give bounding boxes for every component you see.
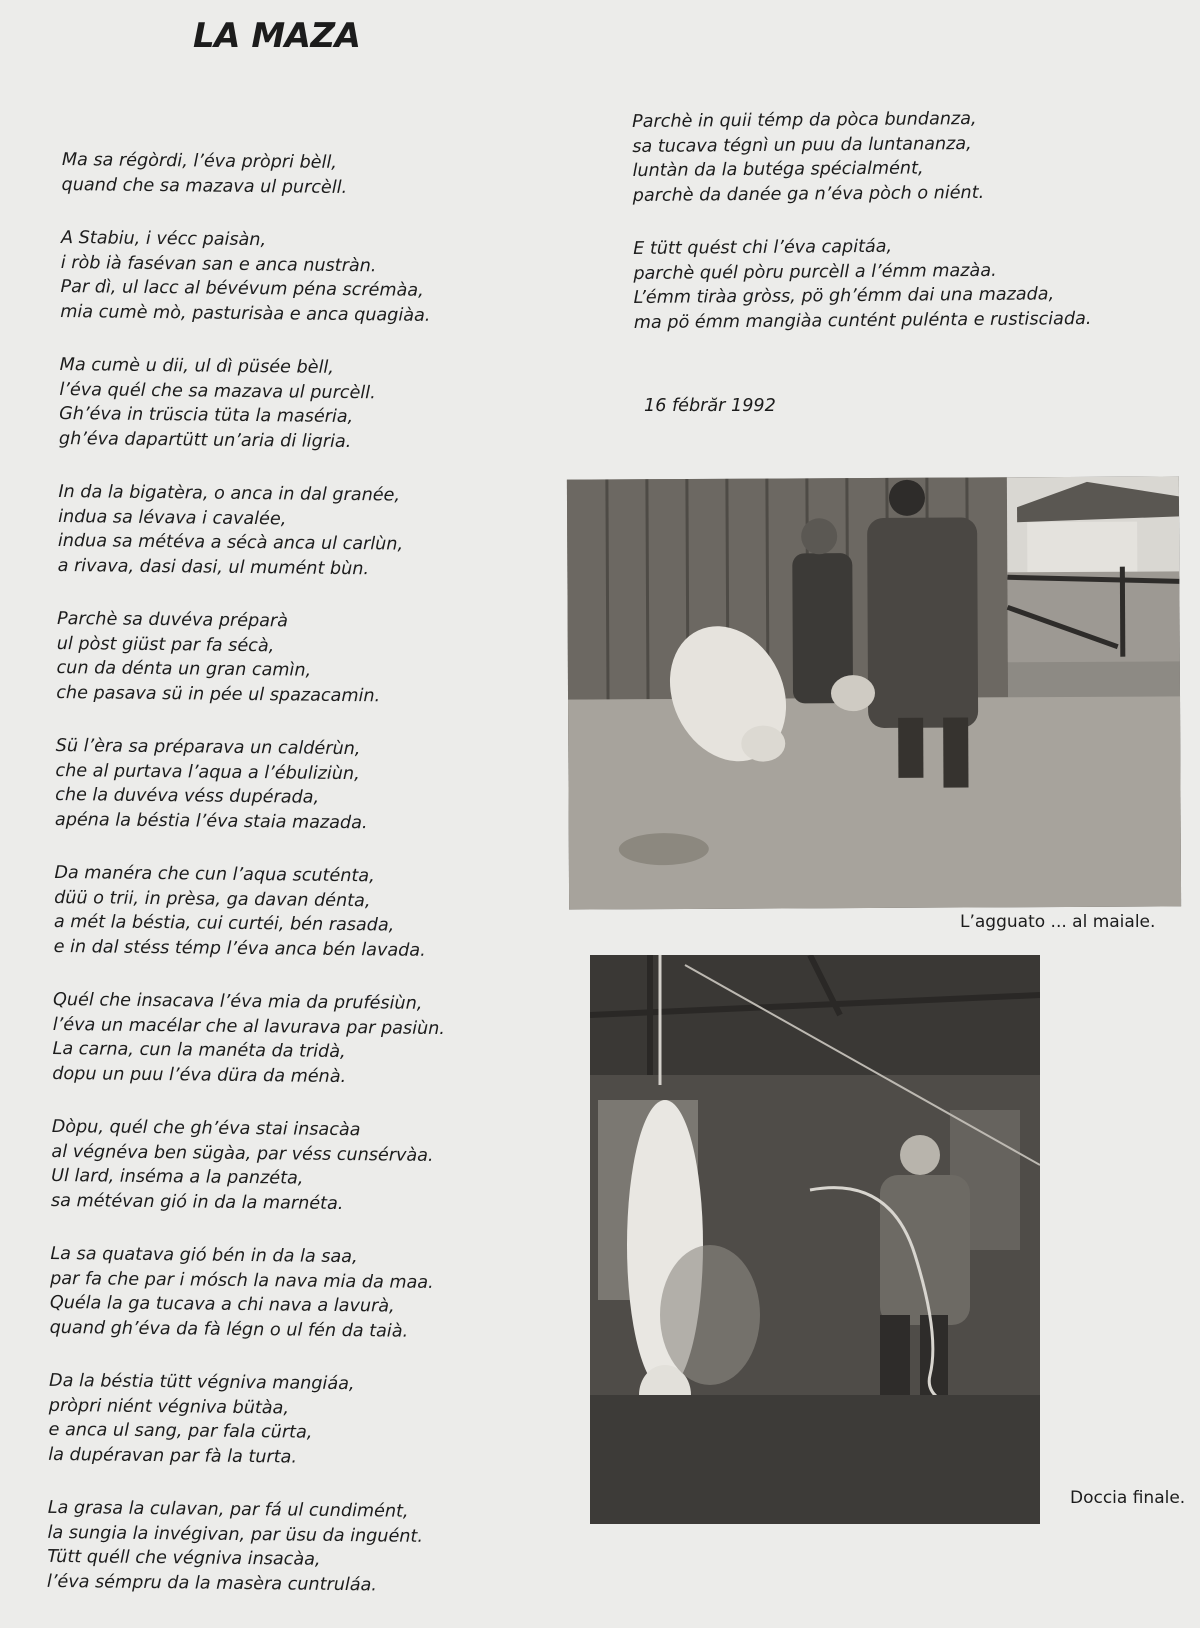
- poem-stanza: [61, 148, 561, 202]
- poem-line: Ul lard, inséma a la panzéta,: [51, 1164, 551, 1194]
- poem-line: düü o trii, in prèsa, ga davan dénta,: [54, 885, 554, 915]
- poem-line: sa métévan gió in da la marnéta.: [51, 1188, 551, 1218]
- poem-line: Da la béstia tütt végniva mangiáa,: [49, 1369, 549, 1399]
- poem-line: l’éva sémpru da la masèra cuntruláa.: [47, 1569, 547, 1599]
- poem-line: ul pòst giüst par fa sécà,: [57, 631, 557, 661]
- poem-stanza: [54, 861, 555, 964]
- poem-line: L’émm tiràa gròss, pö gh’émm dai una mazada,: [634, 281, 1194, 310]
- poem-line: che la duvéva véss dupérada,: [55, 783, 555, 813]
- poem-line: Sü l’èra sa préparava un caldérùn,: [56, 734, 556, 764]
- poem-line: Ma sa régòrdi, l’éva pròpri bèll,: [62, 148, 562, 178]
- poem-stanza: [51, 1115, 552, 1218]
- poem-line: e in dal stéss témp l’éva anca bén lavada.: [54, 934, 554, 964]
- poem-line: La sa quatava gió bén in da la saa,: [50, 1242, 550, 1272]
- poem-stanza: [57, 480, 558, 583]
- poem-line: la sungia la invégivan, par üsu da inguént.: [47, 1520, 547, 1550]
- poem-line: Dòpu, quél che gh’éva stai insacàa: [52, 1115, 552, 1145]
- photo-caption: Doccia finale.: [1070, 1488, 1185, 1508]
- poem-left-column: [47, 148, 562, 1628]
- poem-line: ma pö émm mangiàa cuntént pulénta e rustisciada.: [634, 306, 1194, 335]
- poem-stanza: [633, 232, 1194, 335]
- poem-line: la dupéravan par fà la turta.: [48, 1442, 548, 1472]
- poem-line: quand gh’éva da fà légn o ul fén da taià.: [50, 1315, 550, 1345]
- poem-line: parchè da danée ga n’éva pòch o niént.: [633, 179, 1193, 208]
- poem-line: i ròb ià fasévan san e anca nustràn.: [61, 250, 561, 280]
- poem-line: al végnéva ben sügàa, par véss cunsérvàa.: [51, 1139, 551, 1169]
- poem-line: Gh’éva in trüscia tüta la maséria,: [59, 402, 559, 432]
- poem-line: pròpri niént végniva bütàa,: [49, 1393, 549, 1423]
- poem-stanza: [632, 105, 1193, 208]
- poem-stanza: [56, 607, 557, 710]
- poem-line: sa tucava tégnì un puu da luntananza,: [632, 130, 1192, 159]
- poem-line: che al purtava l’aqua a l’ébuliziùn,: [55, 758, 555, 788]
- page-title: LA MAZA: [193, 16, 360, 56]
- poem-line: a mét la béstia, cui curtéi, bén rasada,: [54, 910, 554, 940]
- poem-stanza: [50, 1242, 551, 1345]
- poem-line: a rivava, dasi dasi, ul mumént bùn.: [57, 553, 557, 583]
- poem-line: l’éva un macélar che al lavurava par pasiùn.: [53, 1012, 553, 1042]
- poem-line: indua sa météva a sécà anca ul carlùn,: [58, 529, 558, 559]
- poem-right-column: [632, 105, 1194, 364]
- poem-line: Quél che insacava l’éva mia da prufésiùn,: [53, 988, 553, 1018]
- poem-line: Da manéra che cun l’aqua scuténta,: [54, 861, 554, 891]
- poem-stanza: [60, 226, 561, 329]
- poem-line: quand che sa mazava ul purcèll.: [61, 172, 561, 202]
- poem-line: par fa che par i mósch la nava mia da maa.: [50, 1266, 550, 1296]
- poem-line: e anca ul sang, par fala cürta,: [48, 1418, 548, 1448]
- poem-line: indua sa lévava i cavalée,: [58, 504, 558, 534]
- poem-line: Quéla la ga tucava a chi nava a lavurà,: [50, 1291, 550, 1321]
- poem-stanza: [55, 734, 556, 837]
- poem-line: l’éva quél che sa mazava ul purcèll.: [59, 377, 559, 407]
- poem-line: cun da dénta un gran camìn,: [56, 656, 556, 686]
- poem-line: Parchè sa duvéva préparà: [57, 607, 557, 637]
- poem-line: La grasa la culavan, par fá ul cundimént,: [48, 1496, 548, 1526]
- photo-pig-courtyard: [567, 476, 1181, 909]
- poem-stanza: [59, 353, 560, 456]
- poem-line: Ma cumè u dii, ul dì püsée bèll,: [60, 353, 560, 383]
- poem-line: La carna, cun la manéta da tridà,: [52, 1037, 552, 1067]
- poem-line: Parchè in quii témp da pòca bundanza,: [632, 105, 1192, 134]
- poem-line: apéna la béstia l’éva staia mazada.: [55, 807, 555, 837]
- poem-line: dopu un puu l’éva düra da ménà.: [52, 1061, 552, 1091]
- poem-line: parchè quél pòru purcèll a l’émm mazàa.: [633, 257, 1193, 286]
- poem-line: gh’éva dapartütt un’aria di ligria.: [59, 426, 559, 456]
- photo-caption: L’agguato ... al maiale.: [960, 912, 1155, 932]
- poem-line: E tütt quést chi l’éva capitáa,: [633, 232, 1193, 261]
- poem-line: Par dì, ul lacc al bévévum péna scrémàa,: [60, 275, 560, 305]
- photo-pig-shower: [590, 955, 1040, 1524]
- poem-line: A Stabiu, i vécc paisàn,: [61, 226, 561, 256]
- poem-stanza: [48, 1369, 549, 1472]
- poem-line: luntàn da la butéga spécialmént,: [632, 154, 1192, 183]
- poem-line: In da la bigatèra, o anca in dal granée,: [58, 480, 558, 510]
- poem-stanza: [52, 988, 553, 1091]
- poem-date: 16 fébrăr 1992: [644, 396, 776, 416]
- poem-stanza: [47, 1496, 548, 1599]
- poem-line: che pasava sü in pée ul spazacamin.: [56, 680, 556, 710]
- poem-line: mia cumè mò, pasturisàa e anca quagiàa.: [60, 299, 560, 329]
- poem-line: Tütt quéll che végniva insacàa,: [47, 1545, 547, 1575]
